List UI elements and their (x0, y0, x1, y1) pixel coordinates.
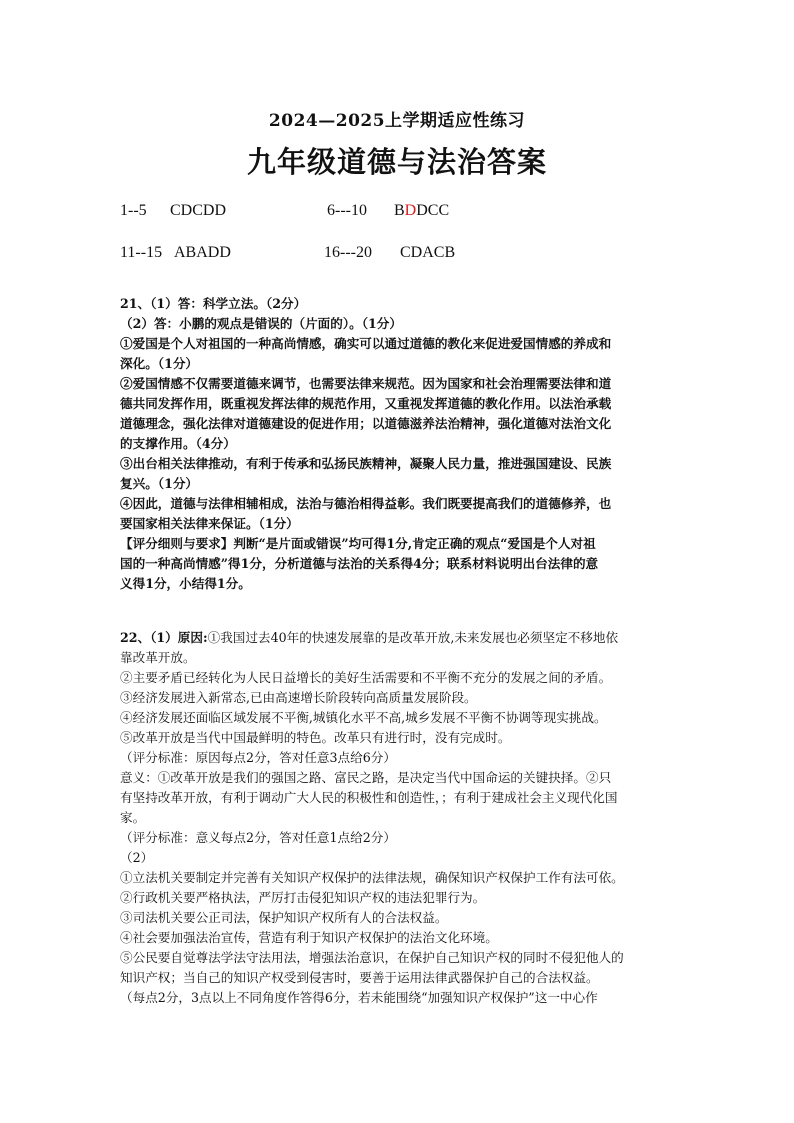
answer-8-10: DCC (416, 202, 450, 219)
answer-value-11-15: ABADD (174, 244, 231, 261)
q22-line (120, 628, 676, 648)
q22-line-text: ①我国过去40年的快速发展靠的是改革开放,未来发展也必须坚定不移地依 (207, 630, 619, 645)
q22-heading: 22、（1）原因: (120, 630, 208, 645)
page-title: 九年级道德与法治答案 (246, 145, 547, 179)
q22-line: ①立法机关要制定并完善有关知识产权保护的法律法规，确保知识产权保护工作有法可依。 (120, 870, 624, 885)
answer-7-highlighted: D (404, 202, 417, 219)
q21-line: 21、（1）答：科学立法。（2分） (120, 296, 307, 311)
q21-line: ①爱国是个人对祖国的一种高尚情感，确实可以通过道德的教化来促进爱国情感的养成和 (120, 336, 612, 351)
q22-line: （2） (120, 850, 154, 865)
q22-scoring-line: （评分标准：原因每点2分，答对任意3点给6分） (120, 750, 396, 765)
q21-line: （2）答：小鹏的观点是错误的（片面的）。（1分） (120, 316, 402, 331)
q21-scoring-line: 【评分细则与要求】判断“是片面或错误”均可得1分,肯定正确的观点“爱国是个人对祖 (120, 536, 596, 551)
answer-range-1-5: 1--5 (120, 202, 147, 219)
q22-line: ③经济发展进入新常态,已由高速增长阶段转向高质量发展阶段。 (120, 690, 477, 705)
q22-line: 家。 (120, 810, 146, 825)
q22-line: ④经济发展还面临区域发展不平衡,城镇化水平不高,城乡发展不平衡不协调等现实挑战。 (120, 710, 607, 725)
answer-value-16-20: CDACB (400, 244, 456, 261)
answer-value-6-10 (394, 202, 449, 220)
q22-line: ⑤改革开放是当代中国最鲜明的特色。改革只有进行时，没有完成时。 (120, 730, 511, 745)
q21-line: ④因此，道德与法律相辅相成，法治与德治相得益彰。我们既要提高我们的道德修养，也 (120, 496, 612, 511)
q22-line: 靠改革开放。 (120, 650, 196, 665)
q22-line: ③司法机关要公正司法，保护知识产权所有人的合法权益。 (120, 910, 448, 925)
q21-line: 复兴。（1分） (120, 476, 199, 491)
q21-line: ②爱国情感不仅需要道德来调节，也需要法律来规范。因为国家和社会治理需要法律和道 (120, 376, 612, 391)
q22-scoring-line: （每点2分，3点以上不同角度作答得6分，若未能围绕“加强知识产权保护”这一中心作 (120, 990, 598, 1005)
q22-line: 意义：①改革开放是我们的强国之路、富民之路，是决定当代中国命运的关键抉择。②只 (120, 770, 612, 785)
answer-value-1-5: CDCDD (170, 202, 227, 219)
answer-6: B (394, 202, 405, 219)
q21-scoring-line: 国的一种高尚情感”得1分，分析道德与法治的关系得4分；联系材料说明出台法律的意 (120, 556, 599, 571)
q22-scoring-line: （评分标准：意义每点2分，答对任意1点给2分） (120, 830, 396, 845)
q22-line: ⑤公民要自觉尊法学法守法用法，增强法治意识，在保护自己知识产权的同时不侵犯他人的 (120, 950, 624, 965)
exam-subtitle: 2024—2025上学期适应性练习 (268, 111, 526, 131)
q22-line: ②主要矛盾已经转化为人民日益增长的美好生活需要和不平衡不充分的发展之间的矛盾。 (120, 670, 612, 685)
q21-line: 要国家相关法律来保证。（1分） (120, 516, 299, 531)
q22-line: 有坚持改革开放，有利于调动广大人民的积极性和创造性，；有利于建成社会主义现代化国 (120, 790, 618, 805)
q22-line: 知识产权；当自己的知识产权受到侵害时，要善于运用法律武器保护自己的合法权益。 (120, 970, 599, 985)
q22-line: ④社会要加强法治宣传，营造有利于知识产权保护的法治文化环境。 (120, 930, 498, 945)
q21-line: ③出台相关法律推动，有利于传承和弘扬民族精神，凝聚人民力量，推进强国建设、民族 (120, 456, 612, 471)
q22-line: ②行政机关要严格执法，严厉打击侵犯知识产权的违法犯罪行为。 (120, 890, 486, 905)
q21-line: 德共同发挥作用，既重视发挥法律的规范作用，又重视发挥道德的教化作用。以法治承载 (120, 396, 612, 411)
q21-line: 深化。（1分） (120, 356, 199, 371)
question-22 (120, 628, 676, 1008)
q21-line: 的支撑作用。（4分） (120, 436, 236, 451)
answer-range-16-20: 16---20 (324, 244, 372, 261)
question-21 (120, 294, 676, 594)
q21-line: 道德理念，强化法律对道德建设的促进作用；以道德滋养法治精神，强化道德对法治文化 (120, 416, 612, 431)
answer-range-6-10: 6---10 (327, 202, 367, 219)
q21-scoring-line: 义得1分，小结得1分。 (120, 576, 251, 591)
answer-range-11-15: 11--15 (120, 244, 163, 261)
